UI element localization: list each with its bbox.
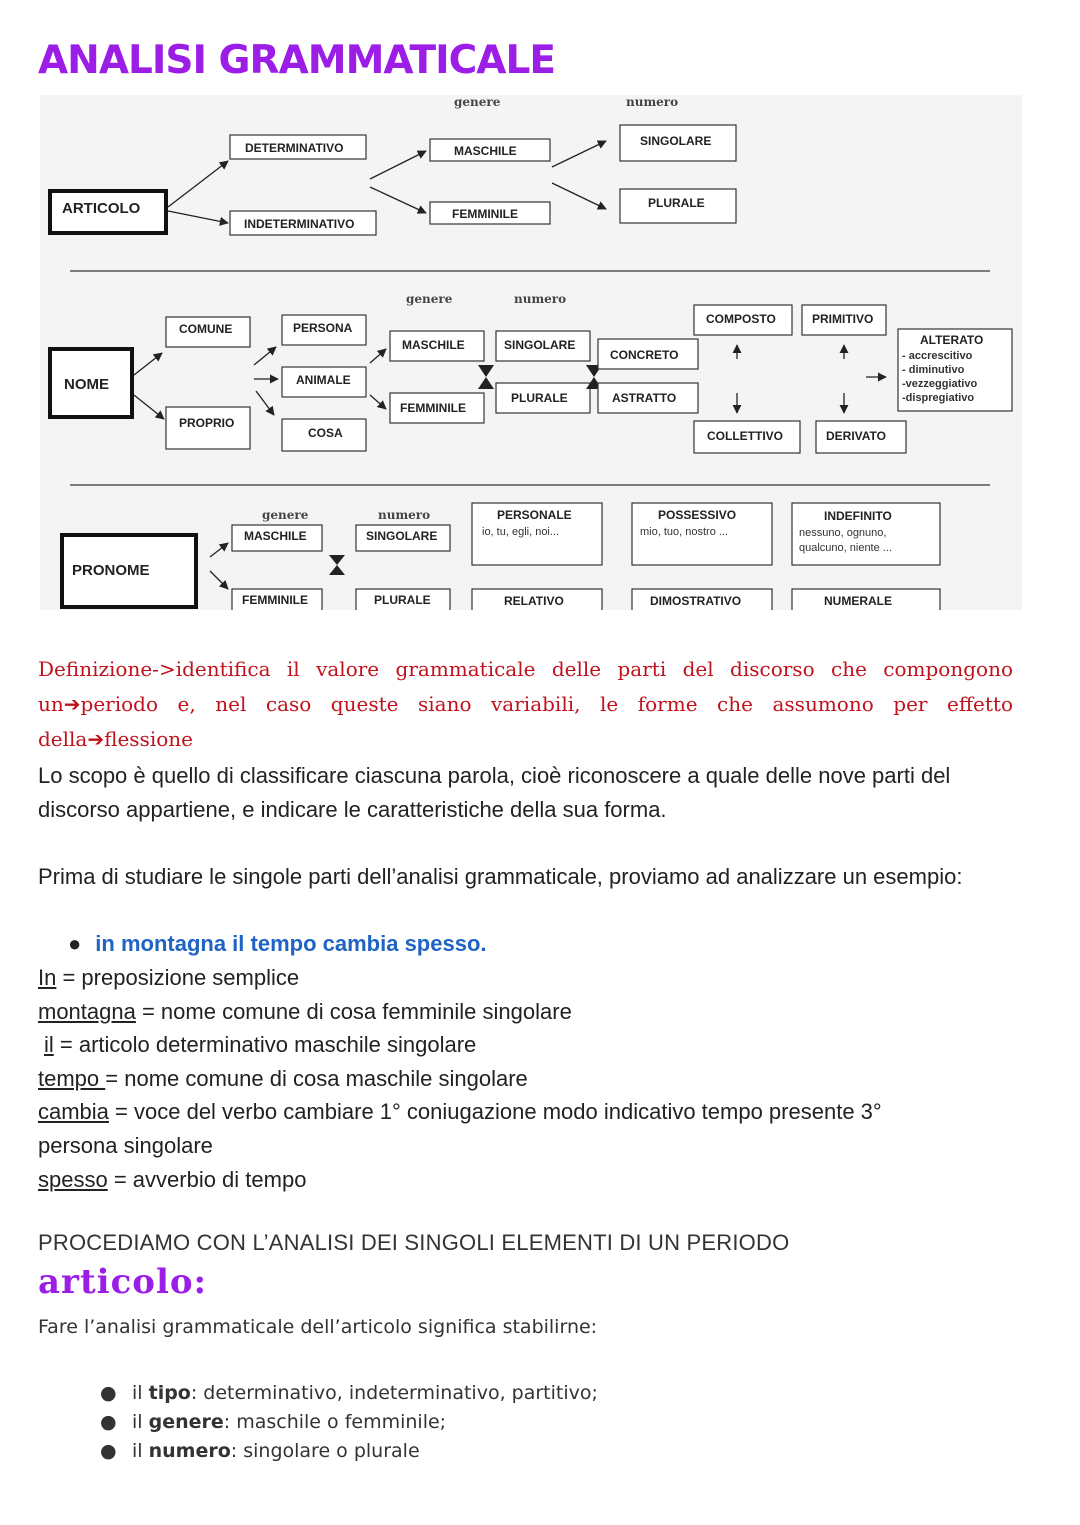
astratto-label: ASTRATTO	[612, 391, 677, 405]
list-term: genere	[148, 1411, 224, 1433]
derivato-label: DERIVATO	[826, 429, 887, 443]
list-prefix: il	[132, 1382, 149, 1404]
bullet-icon: ●	[100, 1411, 117, 1433]
numerale-label: NUMERALE	[824, 594, 892, 608]
nome-femm-label: FEMMINILE	[400, 401, 466, 415]
articolo-heading: articolo:	[38, 1262, 208, 1302]
page-title: ANALISI GRAMMATICALE	[38, 38, 555, 83]
analysis-def: = preposizione semplice	[56, 965, 300, 990]
example-text: in montagna il tempo cambia spesso.	[95, 931, 487, 956]
art-masc-label: MASCHILE	[454, 144, 517, 158]
articolo-genere-label: genere	[454, 95, 501, 109]
nome-root-label: NOME	[64, 376, 109, 393]
list-desc: : determinativo, indeterminativo, partitivo;	[190, 1382, 598, 1404]
analysis-line-1	[38, 961, 299, 995]
analysis-def: = articolo determinativo maschile singolare	[53, 1032, 477, 1057]
arrow-nome-proprio	[134, 395, 164, 419]
animale-label: ANIMALE	[296, 373, 351, 387]
diagram-svg	[40, 95, 1022, 610]
list-desc: : singolare o plurale	[230, 1440, 420, 1462]
nome-genere-label: genere	[406, 292, 453, 306]
arrow-nome-femm	[370, 395, 386, 409]
comune-label: COMUNE	[179, 322, 233, 336]
list-term: numero	[148, 1440, 231, 1462]
analysis-word: In	[38, 965, 57, 990]
analysis-word: il	[44, 1032, 54, 1057]
definition-line-2: un➔periodo e, nel caso queste siano variabili, le forme che assumono per effetto	[38, 692, 1013, 716]
concreto-label: CONCRETO	[610, 348, 679, 362]
arrow-art-femm	[370, 187, 426, 213]
nome-numero-label: numero	[514, 292, 567, 306]
alterato-item-3: -vezzeggiativo	[902, 378, 978, 390]
alterato-item-1: - accrescitivo	[902, 350, 973, 362]
pronome-root-label: PRONOME	[72, 562, 150, 579]
grammar-diagram	[40, 95, 1022, 610]
indefinito-examples-1: nessuno, ognuno,	[799, 527, 887, 539]
pron-femm-label: FEMMINILE	[242, 593, 308, 607]
pronome-hourglass-icon	[329, 555, 345, 575]
arrow-articolo-indet	[168, 211, 228, 223]
analysis-def: = nome comune di cosa femminile singolare	[135, 999, 572, 1024]
arrow-nome-masc	[370, 349, 386, 363]
nome-masc-label: MASCHILE	[402, 338, 465, 352]
analysis-line-2	[38, 995, 572, 1029]
nome-genere-hourglass-icon	[478, 365, 494, 389]
pronome-section	[62, 503, 940, 610]
arrow-cosa	[256, 391, 274, 415]
analysis-word: montagna	[38, 999, 136, 1024]
analysis-def: = voce del verbo cambiare 1° coniugazione modo indicativo tempo presente 3°	[108, 1099, 882, 1124]
analysis-word: spesso	[38, 1167, 108, 1192]
list-term: tipo	[148, 1382, 191, 1404]
arrow-art-plur	[552, 183, 606, 209]
list-desc: : maschile o femminile;	[223, 1411, 447, 1433]
analysis-line-3	[44, 1028, 476, 1062]
nome-section	[50, 292, 1012, 453]
articolo-numero-label: numero	[626, 95, 679, 109]
prima-paragraph: Prima di studiare le singole parti dell’analisi grammaticale, proviamo ad analizzare un esempio:	[38, 864, 963, 889]
analysis-def: = nome comune di cosa maschile singolare	[105, 1066, 528, 1091]
analysis-word: cambia	[38, 1099, 109, 1124]
composto-label: COMPOSTO	[706, 312, 776, 326]
alterato-item-2: - diminutivo	[902, 364, 965, 376]
persona-label: PERSONA	[293, 321, 353, 335]
dimostrativo-label: DIMOSTRATIVO	[650, 594, 742, 608]
list-prefix: il	[132, 1411, 149, 1433]
scope-paragraph: Lo scopo è quello di classificare ciascuna parola, cioè riconoscere a quale delle nove parti del discorso appartiene, e indicare le caratteristiche della sua forma.	[38, 763, 951, 822]
personale-examples: io, tu, egli, noi...	[482, 526, 560, 538]
pronome-genere-label: genere	[262, 508, 309, 522]
indefinito-examples-2: qualcuno, niente ...	[799, 542, 892, 554]
pron-plur-label: PLURALE	[374, 593, 431, 607]
arrow-pron-masc	[210, 543, 228, 557]
analysis-line-7	[38, 1163, 306, 1197]
cosa-label: COSA	[308, 426, 343, 440]
analysis-word: tempo	[38, 1066, 106, 1091]
definition-line-3: della➔flessione	[38, 727, 193, 751]
definition-line-1: Definizione->identifica il valore grammaticale delle parti del discorso che compongono	[38, 657, 1013, 681]
arrow-nome-comune	[134, 353, 162, 375]
art-femm-label: FEMMINILE	[452, 207, 518, 221]
arrow-art-masc	[370, 151, 426, 179]
bullet-icon: ●	[100, 1382, 117, 1404]
collettivo-label: COLLETTIVO	[707, 429, 783, 443]
analysis-line-6	[38, 1129, 213, 1163]
analysis-def: persona singolare	[38, 1133, 213, 1158]
articolo-intro: Fare l’analisi grammaticale dell’articolo significa stabilirne:	[38, 1316, 598, 1338]
alterato-label: ALTERATO	[920, 333, 984, 347]
analysis-def: = avverbio di tempo	[107, 1167, 307, 1192]
alterato-item-4: -dispregiativo	[902, 392, 975, 404]
primitivo-label: PRIMITIVO	[812, 312, 874, 326]
proprio-label: PROPRIO	[179, 416, 235, 430]
articolo-root-label: ARTICOLO	[62, 200, 141, 217]
arrow-pron-femm	[210, 571, 228, 589]
arrow-art-sing	[552, 141, 606, 167]
analysis-line-4	[38, 1062, 528, 1096]
pron-sing-label: SINGOLARE	[366, 529, 438, 543]
possessivo-label: POSSESSIVO	[658, 508, 737, 522]
list-prefix: il	[132, 1440, 149, 1462]
pronome-numero-label: numero	[378, 508, 431, 522]
arrow-articolo-det	[168, 161, 228, 207]
possessivo-examples: mio, tuo, nostro ...	[640, 526, 729, 538]
nome-plur-label: PLURALE	[511, 391, 568, 405]
arrow-persona	[254, 347, 276, 365]
analysis-line-5	[38, 1095, 882, 1129]
art-sing-label: SINGOLARE	[640, 134, 712, 148]
art-plur-label: PLURALE	[648, 196, 705, 210]
articolo-section	[50, 95, 736, 235]
relativo-label: RELATIVO	[504, 594, 564, 608]
nome-sing-label: SINGOLARE	[504, 338, 576, 352]
pron-masc-label: MASCHILE	[244, 529, 307, 543]
indet-label: INDETERMINATIVO	[244, 217, 355, 231]
det-label: DETERMINATIVO	[245, 141, 344, 155]
indefinito-label: INDEFINITO	[824, 509, 892, 523]
procediamo-heading: PROCEDIAMO CON L’ANALISI DEI SINGOLI ELEMENTI DI UN PERIODO	[38, 1230, 790, 1255]
bullet-icon: ●	[68, 931, 82, 956]
example-sentence	[68, 927, 487, 961]
personale-label: PERSONALE	[497, 508, 572, 522]
bullet-icon: ●	[100, 1440, 117, 1462]
